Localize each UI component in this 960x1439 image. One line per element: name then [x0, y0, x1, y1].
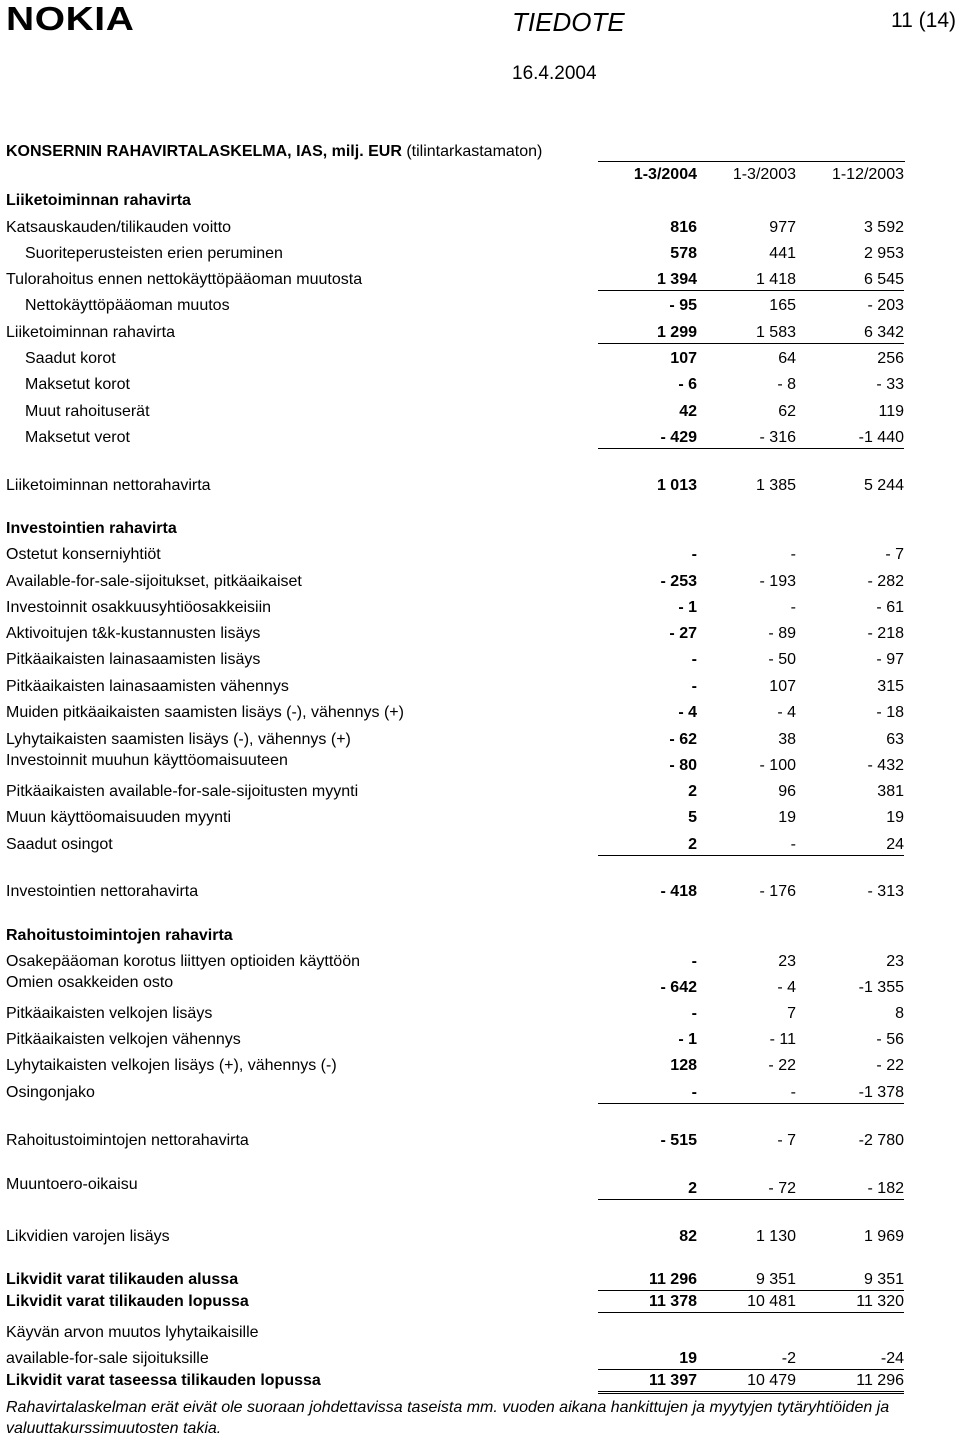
row-value-1: - 418 — [660, 883, 697, 900]
row-value-3: 119 — [878, 403, 904, 420]
row-value-2: - 7 — [777, 1132, 796, 1149]
row-value-3: - 7 — [885, 546, 904, 563]
row-value-3: - 313 — [867, 883, 904, 900]
row-label: Likvidit varat tilikauden alussa — [6, 1271, 239, 1288]
table-row — [0, 191, 960, 211]
row-label: Likvidit varat taseessa tilikauden lopussa — [6, 1372, 321, 1389]
row-label: Omien osakkeiden osto — [6, 974, 174, 991]
table-row — [0, 808, 960, 828]
row-label: Pitkäaikaisten available-for-sale-sijoitusten myynti — [6, 783, 359, 800]
row-value-3: - 61 — [876, 599, 904, 616]
row-label: Liiketoiminnan nettorahavirta — [6, 477, 211, 494]
row-label: Lyhytaikaisten velkojen lisäys (+), vähennys (-) — [6, 1057, 337, 1074]
table-row — [0, 974, 960, 998]
row-value-2: 10 479 — [697, 1371, 796, 1394]
row-value-1: 2 — [598, 835, 697, 856]
row-label: Investointien nettorahavirta — [6, 883, 199, 900]
row-label: Rahoitustoimintojen nettorahavirta — [6, 1132, 249, 1149]
row-value-2: 38 — [778, 731, 796, 748]
row-value-1: - — [691, 953, 697, 970]
row-value-1: 128 — [670, 1057, 697, 1074]
row-value-1: 11 378 — [598, 1292, 697, 1313]
row-value-1: - 27 — [669, 625, 697, 642]
row-label: Aktivoitujen t&k-kustannusten lisäys — [6, 625, 261, 642]
row-value-3: - 97 — [876, 651, 904, 668]
table-row — [0, 752, 960, 776]
row-value-3: 8 — [895, 1005, 904, 1022]
statement-title — [6, 142, 542, 161]
row-label: Investoinnit osakkuusyhtiöosakkeisiin — [6, 599, 272, 616]
table-row — [0, 1323, 960, 1343]
row-value-2: -2 — [697, 1349, 796, 1370]
row-value-3: 24 — [796, 835, 904, 856]
row-label: Investointien rahavirta — [6, 520, 177, 537]
row-value-1: - 642 — [660, 979, 697, 996]
table-row — [0, 882, 960, 902]
row-value-2: - — [790, 546, 796, 563]
row-value-3: -24 — [796, 1349, 904, 1370]
row-value-3: 1 969 — [863, 1228, 904, 1245]
table-row — [0, 1270, 960, 1290]
row-value-3: 381 — [877, 783, 904, 800]
row-value-3: - 22 — [876, 1057, 904, 1074]
row-value-2: 10 481 — [697, 1292, 796, 1313]
table-row — [0, 296, 960, 316]
table-row — [0, 349, 960, 369]
statement-title-note: (tilintarkastamaton) — [401, 143, 543, 160]
row-label: Muiden pitkäaikaisten saamisten lisäys (-), vähennys (+) — [6, 704, 404, 721]
row-value-2: 165 — [769, 297, 796, 314]
row-value-1: - 62 — [669, 731, 697, 748]
row-value-3: 2 953 — [863, 245, 904, 262]
row-value-1: - 429 — [598, 428, 697, 449]
table-row — [0, 1227, 960, 1247]
row-value-1: - 80 — [669, 757, 697, 774]
row-label: available-for-sale sijoituksille — [6, 1350, 209, 1367]
row-value-1: 578 — [670, 245, 697, 262]
row-label: Pitkäaikaisten velkojen lisäys — [6, 1005, 213, 1022]
footnote: Rahavirtalaskelman erät eivät ole suoraan johdettavissa taseista mm. vuoden aikana hankittujen ja myytyjen tytäryhtiöiden ja valuuttakurssimuutosten takia. — [6, 1399, 890, 1437]
row-value-3: 23 — [886, 953, 904, 970]
row-value-2: - — [697, 835, 796, 856]
table-row — [0, 572, 960, 592]
row-value-1: 107 — [670, 350, 697, 367]
row-value-1: - — [598, 1083, 697, 1104]
title-rule — [598, 161, 905, 162]
row-value-2: - 4 — [777, 704, 796, 721]
row-value-1: 11 397 — [598, 1371, 697, 1394]
row-value-2: - 89 — [768, 625, 796, 642]
nokia-logo: NOKIA — [6, 0, 135, 37]
row-value-2: - 193 — [759, 573, 796, 590]
row-value-1: - — [691, 651, 697, 668]
row-label: Osakepääoman korotus liittyen optioiden käyttöön — [6, 953, 360, 970]
row-value-1: 19 — [598, 1349, 697, 1370]
row-label: Katsauskauden/tilikauden voitto — [6, 219, 232, 236]
table-row — [0, 244, 960, 264]
row-value-1: - 95 — [669, 297, 697, 314]
row-label: Pitkäaikaisten lainasaamisten vähennys — [6, 678, 289, 695]
table-row — [0, 1056, 960, 1076]
table-row — [0, 703, 960, 723]
row-value-1: - 4 — [678, 704, 697, 721]
row-value-3: 11 320 — [796, 1292, 904, 1313]
row-label: Pitkäaikaisten velkojen vähennys — [6, 1031, 241, 1048]
row-value-2: 62 — [778, 403, 796, 420]
row-value-2: 1 418 — [697, 270, 796, 291]
row-value-2: - 100 — [759, 757, 796, 774]
row-value-3: 6 545 — [796, 270, 904, 291]
row-value-1: - — [691, 546, 697, 563]
row-value-1: - — [691, 678, 697, 695]
row-value-3: 315 — [877, 678, 904, 695]
table-row — [0, 375, 960, 395]
row-value-1: 1 394 — [598, 270, 697, 291]
row-value-3: 19 — [886, 809, 904, 826]
row-label: Muun käyttöomaisuuden myynti — [6, 809, 231, 826]
row-value-1: 82 — [679, 1228, 697, 1245]
row-value-1: 816 — [670, 219, 697, 236]
row-value-3: -1 355 — [858, 979, 904, 996]
row-value-2: 23 — [778, 953, 796, 970]
column-header: 1-3/2003 — [732, 166, 796, 183]
table-row — [0, 952, 960, 972]
row-value-1: 42 — [679, 403, 697, 420]
table-row — [0, 598, 960, 618]
table-row — [0, 1371, 960, 1391]
row-label: Nettokäyttöpääoman muutos — [25, 297, 230, 314]
table-row — [0, 1176, 960, 1199]
row-value-3: - 203 — [867, 297, 904, 314]
row-value-2: - — [790, 599, 796, 616]
row-value-2: 64 — [778, 350, 796, 367]
row-value-2: 107 — [769, 678, 796, 695]
row-value-3: - 18 — [876, 704, 904, 721]
table-row — [0, 323, 960, 343]
document-date: 16.4.2004 — [512, 63, 597, 84]
table-row — [0, 476, 960, 496]
row-label: Likvidit varat tilikauden lopussa — [6, 1293, 249, 1310]
row-label: Lyhytaikaisten saamisten lisäys (-), vähennys (+) — [6, 731, 351, 748]
table-row — [0, 1030, 960, 1050]
table-row — [0, 402, 960, 422]
row-value-3: -2 780 — [858, 1132, 904, 1149]
row-value-1: 5 — [688, 809, 697, 826]
row-value-3: - 282 — [867, 573, 904, 590]
table-row — [0, 218, 960, 238]
row-value-3: 9 351 — [796, 1270, 904, 1291]
row-value-1: - 1 — [678, 599, 697, 616]
row-label: Muut rahoituserät — [25, 403, 150, 420]
table-row — [0, 624, 960, 644]
row-value-2: - 11 — [769, 1031, 796, 1048]
table-row — [0, 519, 960, 539]
table-row — [0, 650, 960, 670]
row-value-3: 5 244 — [863, 477, 904, 494]
table-row — [0, 677, 960, 697]
table-row — [0, 1004, 960, 1024]
table-row — [0, 270, 960, 290]
row-value-1: 2 — [688, 783, 697, 800]
column-header-row — [0, 165, 960, 185]
row-label: Saadut korot — [25, 350, 116, 367]
row-value-3: - 56 — [876, 1031, 904, 1048]
page-number: 11 (14) — [891, 9, 956, 32]
row-value-1: 2 — [598, 1179, 697, 1200]
row-value-2: 9 351 — [697, 1270, 796, 1291]
row-value-3: 63 — [886, 731, 904, 748]
row-label: Käyvän arvon muutos lyhytaikaisille — [6, 1324, 259, 1341]
row-value-2: 1 385 — [755, 477, 796, 494]
row-value-2: 1 130 — [755, 1228, 796, 1245]
row-label: Osingonjako — [6, 1084, 95, 1101]
row-value-2: - 4 — [777, 979, 796, 996]
row-value-3: 256 — [877, 350, 904, 367]
table-row — [0, 926, 960, 946]
table-row — [0, 835, 960, 855]
row-label: Ostetut konserniyhtiöt — [6, 546, 161, 563]
row-value-1: - 253 — [660, 573, 697, 590]
row-value-3: - 182 — [796, 1179, 904, 1200]
row-value-3: - 432 — [867, 757, 904, 774]
row-value-1: - 1 — [678, 1031, 697, 1048]
row-value-2: 19 — [778, 809, 796, 826]
table-row — [0, 730, 960, 750]
row-value-3: 6 342 — [796, 323, 904, 344]
row-value-1: 1 013 — [656, 477, 697, 494]
row-value-3: - 218 — [867, 625, 904, 642]
row-label: Maksetut verot — [25, 429, 130, 446]
row-value-1: - 6 — [678, 376, 697, 393]
row-value-1: - 515 — [660, 1132, 697, 1149]
row-value-2: - 8 — [777, 376, 796, 393]
row-label: Maksetut korot — [25, 376, 130, 393]
row-value-2: 977 — [769, 219, 796, 236]
statement-title-main: KONSERNIN RAHAVIRTALASKELMA, IAS, milj. EUR — [6, 143, 402, 160]
row-value-1: - — [691, 1005, 697, 1022]
row-label: Suoriteperusteisten erien peruminen — [25, 245, 283, 262]
row-value-3: -1 378 — [796, 1083, 904, 1104]
row-value-3: -1 440 — [796, 428, 904, 449]
table-row — [0, 428, 960, 448]
row-label: Liiketoiminnan rahavirta — [6, 192, 191, 209]
column-header: 1-3/2004 — [633, 166, 697, 183]
table-row — [0, 1292, 960, 1312]
row-value-1: 1 299 — [598, 323, 697, 344]
document-type: TIEDOTE — [512, 7, 625, 37]
row-value-1: 11 296 — [598, 1270, 697, 1291]
row-value-2: 7 — [787, 1005, 796, 1022]
row-value-2: 96 — [778, 783, 796, 800]
row-label: Available-for-sale-sijoitukset, pitkäaikaiset — [6, 573, 302, 590]
row-value-2: - 72 — [697, 1179, 796, 1200]
row-label: Rahoitustoimintojen rahavirta — [6, 927, 233, 944]
row-value-2: - 316 — [697, 428, 796, 449]
table-row — [0, 1349, 960, 1369]
row-value-2: - 176 — [759, 883, 796, 900]
table-row — [0, 782, 960, 802]
row-value-2: 441 — [769, 245, 796, 262]
table-row — [0, 545, 960, 565]
row-label: Likvidien varojen lisäys — [6, 1228, 170, 1245]
table-row — [0, 1083, 960, 1103]
row-label: Liiketoiminnan rahavirta — [6, 324, 175, 341]
row-label: Tulorahoitus ennen nettokäyttöpääoman muutosta — [6, 271, 363, 288]
row-value-3: 3 592 — [863, 219, 904, 236]
row-label: Pitkäaikaisten lainasaamisten lisäys — [6, 651, 261, 668]
row-value-3: 11 296 — [796, 1371, 904, 1394]
row-label: Investoinnit muuhun käyttöomaisuuteen — [6, 752, 288, 769]
column-header: 1-12/2003 — [831, 166, 904, 183]
row-value-2: - — [697, 1083, 796, 1104]
row-value-2: - 50 — [768, 651, 796, 668]
row-value-2: - 22 — [768, 1057, 796, 1074]
row-value-3: - 33 — [876, 376, 904, 393]
row-label: Muuntoero-oikaisu — [6, 1176, 138, 1193]
row-label: Saadut osingot — [6, 836, 113, 853]
row-value-2: 1 583 — [697, 323, 796, 344]
table-row — [0, 1131, 960, 1151]
